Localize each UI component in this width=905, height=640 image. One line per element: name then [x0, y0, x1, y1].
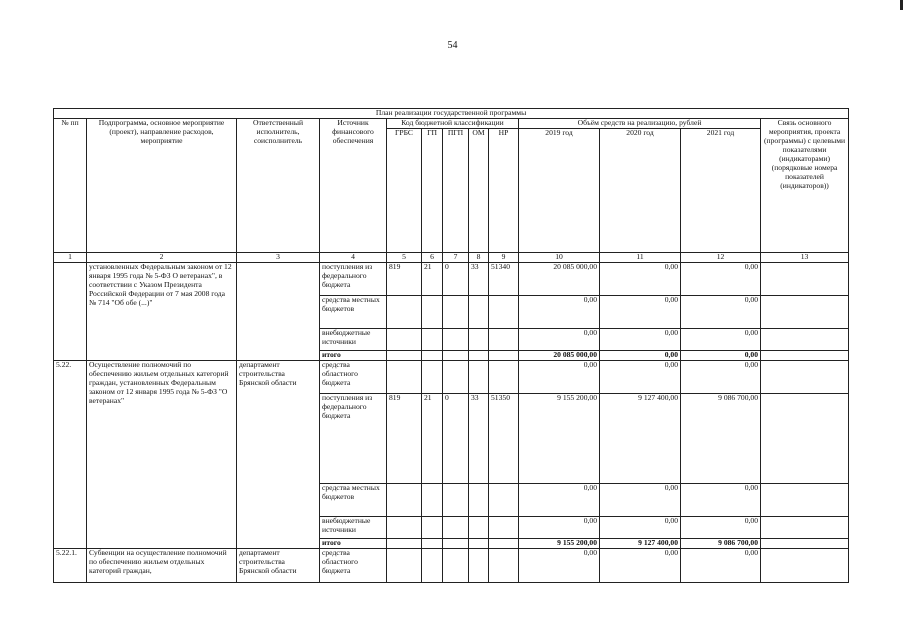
code-np: 51340 — [489, 262, 519, 295]
code-grbs — [387, 483, 422, 516]
amount-2021: 0,00 — [681, 360, 761, 393]
code-gp: 21 — [422, 393, 443, 483]
amount-2019: 9 155 200,00 — [519, 538, 600, 548]
amount-2021: 9 086 700,00 — [681, 393, 761, 483]
header-subprogram: Подпрограмма, основное мероприятие (проект), направление расходов, мероприятие — [87, 119, 237, 253]
code-om — [469, 548, 489, 582]
header-2020: 2020 год — [600, 128, 681, 252]
amount-2020: 9 127 400,00 — [600, 538, 681, 548]
code-np — [489, 516, 519, 538]
col-number: 7 — [443, 252, 469, 262]
amount-2019: 0,00 — [519, 328, 600, 350]
amount-2020: 0,00 — [600, 350, 681, 360]
code-om: 33 — [469, 393, 489, 483]
header-om: ОМ — [469, 128, 489, 252]
code-grbs — [387, 350, 422, 360]
amount-2020: 0,00 — [600, 360, 681, 393]
amount-2021: 0,00 — [681, 516, 761, 538]
row-description: Осуществление полномочий по обеспечению жильем отдельных категорий граждан, установленных Федеральным законом от 12 января 1995 года № 5-ФЗ "О ветеранах" — [87, 360, 237, 548]
amount-2021: 0,00 — [681, 483, 761, 516]
indicator-link — [761, 548, 849, 582]
amount-2019: 9 155 200,00 — [519, 393, 600, 483]
col-number: 11 — [600, 252, 681, 262]
indicator-link — [761, 516, 849, 538]
amount-2021: 9 086 700,00 — [681, 538, 761, 548]
code-om — [469, 516, 489, 538]
row-description: Субвенции на осуществление полномочий по обеспечению жильем отдельных категорий граждан, — [87, 548, 237, 582]
funding-source: средства областного бюджета — [320, 360, 387, 393]
header-pgp: ПГП — [443, 128, 469, 252]
row-description: установленных Федеральным законом от 12 января 1995 года № 5-ФЗ О ветеранах", в соответствии с Указом Президента Российской Федерации от 7 мая 2008 года № 714 "Об обе (...)" — [87, 262, 237, 360]
scan-edge-mark — [900, 0, 903, 10]
indicator-link — [761, 262, 849, 295]
header-2019: 2019 год — [519, 128, 600, 252]
funding-source: поступления из федерального бюджета — [320, 262, 387, 295]
table-title: План реализации государственной программы — [54, 109, 849, 119]
code-om — [469, 328, 489, 350]
amount-2019: 0,00 — [519, 516, 600, 538]
code-om — [469, 350, 489, 360]
page-number: 54 — [447, 40, 458, 51]
code-gp — [422, 360, 443, 393]
code-grbs — [387, 538, 422, 548]
col-number: 10 — [519, 252, 600, 262]
code-gp — [422, 548, 443, 582]
code-grbs — [387, 516, 422, 538]
amount-2020: 0,00 — [600, 483, 681, 516]
code-np — [489, 360, 519, 393]
funding-source: средства местных бюджетов — [320, 483, 387, 516]
amount-2020: 0,00 — [600, 548, 681, 582]
header-grbs: ГРБС — [387, 128, 422, 252]
header-gp: ГП — [422, 128, 443, 252]
row-responsible — [237, 262, 320, 360]
amount-2019: 20 085 000,00 — [519, 350, 600, 360]
row-number — [54, 262, 87, 360]
row-responsible: департамент строительства Брянской области — [237, 360, 320, 548]
code-grbs — [387, 360, 422, 393]
funding-source: итого — [320, 538, 387, 548]
col-number: 6 — [422, 252, 443, 262]
row-number: 5.22. — [54, 360, 87, 548]
code-pgp — [443, 295, 469, 328]
col-number: 2 — [87, 252, 237, 262]
code-om — [469, 538, 489, 548]
indicator-link — [761, 360, 849, 393]
code-np — [489, 328, 519, 350]
amount-2020: 0,00 — [600, 328, 681, 350]
header-source: Источник финансового обеспечения — [320, 119, 387, 253]
amount-2020: 0,00 — [600, 262, 681, 295]
col-number: 9 — [489, 252, 519, 262]
code-np — [489, 483, 519, 516]
col-number: 4 — [320, 252, 387, 262]
header-num: № пп — [54, 119, 87, 253]
column-number-row — [54, 252, 849, 262]
col-number: 8 — [469, 252, 489, 262]
code-pgp — [443, 360, 469, 393]
code-grbs — [387, 548, 422, 582]
code-grbs: 819 — [387, 262, 422, 295]
amount-2019: 0,00 — [519, 295, 600, 328]
header-np: НР — [489, 128, 519, 252]
code-om — [469, 360, 489, 393]
indicator-link — [761, 328, 849, 350]
code-np — [489, 350, 519, 360]
col-number: 5 — [387, 252, 422, 262]
indicator-link — [761, 295, 849, 328]
row-responsible: департамент строительства Брянской области — [237, 548, 320, 582]
code-gp — [422, 483, 443, 516]
col-number: 12 — [681, 252, 761, 262]
table-row — [54, 360, 849, 393]
amount-2021: 0,00 — [681, 328, 761, 350]
funding-source: средства областного бюджета — [320, 548, 387, 582]
amount-2019: 0,00 — [519, 360, 600, 393]
code-np — [489, 295, 519, 328]
funding-source: внебюджетные источники — [320, 328, 387, 350]
funding-source: итого — [320, 350, 387, 360]
amount-2019: 20 085 000,00 — [519, 262, 600, 295]
amount-2021: 0,00 — [681, 548, 761, 582]
funding-source: поступления из федерального бюджета — [320, 393, 387, 483]
amount-2021: 0,00 — [681, 295, 761, 328]
table-row — [54, 548, 849, 582]
header-budget-code: Код бюджетной классификации — [387, 119, 519, 129]
indicator-link — [761, 350, 849, 360]
code-gp — [422, 538, 443, 548]
code-gp — [422, 328, 443, 350]
code-pgp: 0 — [443, 393, 469, 483]
code-pgp — [443, 328, 469, 350]
amount-2020: 0,00 — [600, 516, 681, 538]
col-number: 13 — [761, 252, 849, 262]
code-pgp — [443, 538, 469, 548]
amount-2021: 0,00 — [681, 350, 761, 360]
indicator-link — [761, 538, 849, 548]
code-grbs: 819 — [387, 393, 422, 483]
code-gp — [422, 350, 443, 360]
header-2021: 2021 год — [681, 128, 761, 252]
code-grbs — [387, 295, 422, 328]
code-om: 33 — [469, 262, 489, 295]
code-gp — [422, 295, 443, 328]
code-gp — [422, 516, 443, 538]
code-om — [469, 295, 489, 328]
program-plan-table — [53, 108, 849, 583]
header-funds: Объём средств на реализацию, рублей — [519, 119, 761, 129]
amount-2021: 0,00 — [681, 262, 761, 295]
code-gp: 21 — [422, 262, 443, 295]
header-responsible: Ответственный исполнитель, соисполнитель — [237, 119, 320, 253]
col-number: 3 — [237, 252, 320, 262]
funding-source: внебюджетные источники — [320, 516, 387, 538]
code-pgp — [443, 350, 469, 360]
code-np — [489, 548, 519, 582]
code-np: 51350 — [489, 393, 519, 483]
indicator-link — [761, 483, 849, 516]
table-row — [54, 262, 849, 295]
amount-2019: 0,00 — [519, 483, 600, 516]
code-pgp — [443, 483, 469, 516]
col-number: 1 — [54, 252, 87, 262]
amount-2020: 0,00 — [600, 295, 681, 328]
header-link: Связь основного мероприятия, проекта (программы) с целевыми показателями (индикаторами) (порядковые номера показателей (индикаторов)) — [761, 119, 849, 253]
code-pgp — [443, 516, 469, 538]
code-om — [469, 483, 489, 516]
row-number: 5.22.1. — [54, 548, 87, 582]
code-grbs — [387, 328, 422, 350]
indicator-link — [761, 393, 849, 483]
amount-2019: 0,00 — [519, 548, 600, 582]
code-np — [489, 538, 519, 548]
funding-source: средства местных бюджетов — [320, 295, 387, 328]
code-pgp — [443, 548, 469, 582]
code-pgp: 0 — [443, 262, 469, 295]
amount-2020: 9 127 400,00 — [600, 393, 681, 483]
